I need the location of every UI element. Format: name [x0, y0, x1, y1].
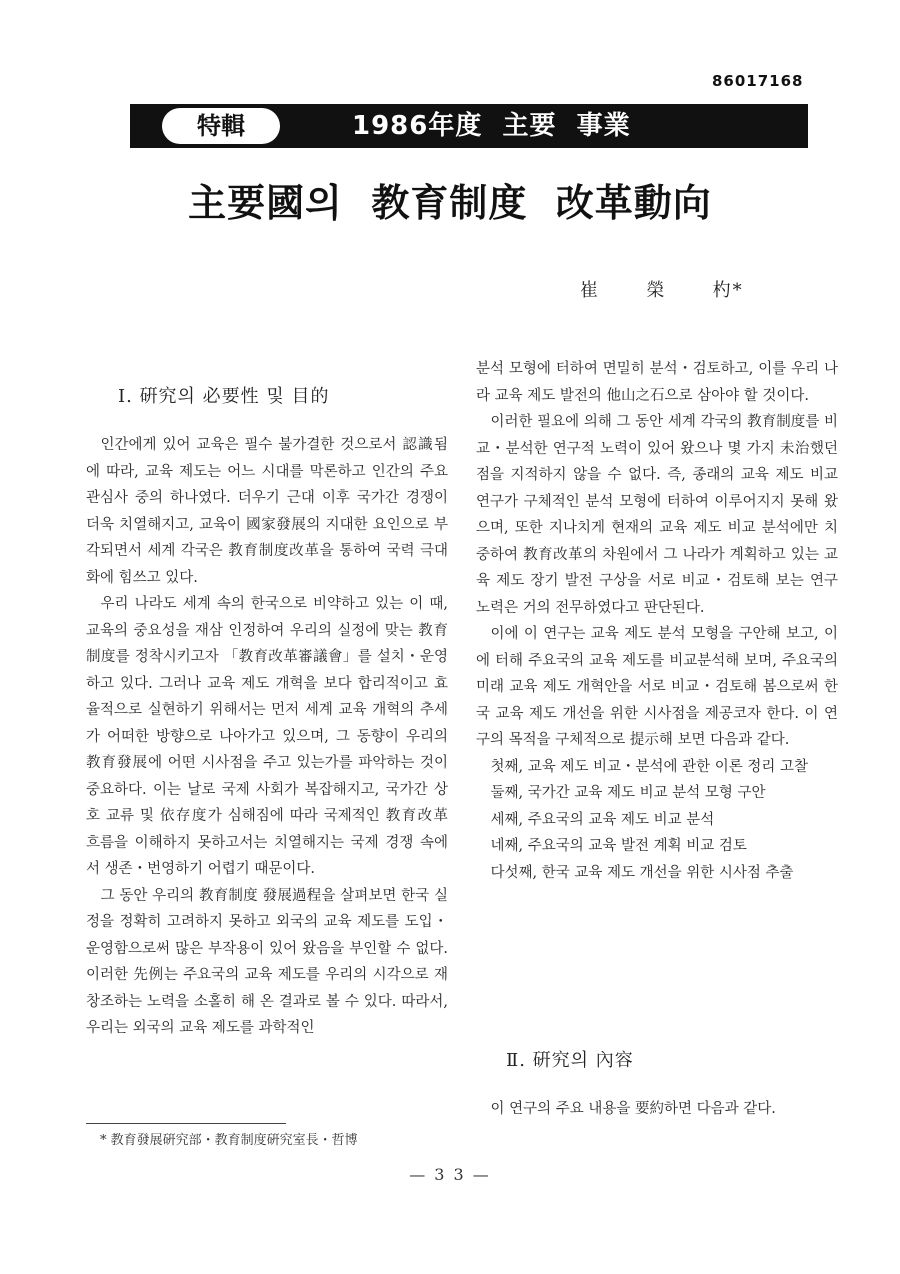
footnote: * 教育發展硏究部・教育制度硏究室長・哲博: [100, 1133, 358, 1148]
banner-text: 1986年度 主要 事業: [352, 111, 631, 141]
section-1-heading: Ⅰ. 硏究의 必要性 및 目的: [118, 386, 330, 407]
list-item: 세째, 주요국의 교육 제도 비교 분석: [490, 811, 715, 828]
paragraph: 우리 나라도 세계 속의 한국으로 비약하고 있는 이 때, 교육의 중요성을 재삼 인정하여 우리의 실정에 맞는 教育制度를 정착시키고자 「教育改革審議會」를 설치・운영하고 있다. 그러나 교육 제도 개혁을 보다 합리적이고 효율적으로 실현하기 위해서는 먼저 세계 교육 개혁의 추세가 어떠한 방향으로 나아가고 있으며, 그 동향이 우리의 教育發展에 어떤 시사점을 주고 있는가를 파악하는 것이 중요하다. 이는 날로 국제 사회가 복잡해지고, 국가간 상호 교류 및 依存度가 심해짐에 따라 국제적인 教育改革 흐름을 이해하지 못하고서는 치열해지는 국제 경쟁 속에서 생존・번영하기 어렵기 때문이다.: [86, 596, 448, 877]
article-author: 崔 榮 杓*: [580, 280, 744, 301]
paragraph: 그 동안 우리의 教育制度 發展過程을 살펴보면 한국 실정을 정확히 고려하지 못하고 외국의 교육 제도를 도입・운영함으로써 많은 부작용이 있어 왔음을 부인할 수 없다. 이러한 先例는 주요국의 교육 제도를 우리의 시각으로 재창조하는 노력을 소홀히 해 온 결과로 볼 수 있다. 따라서, 우리는 외국의 교육 제도를 과학적인: [86, 887, 448, 1036]
section-2-body: [476, 1096, 838, 1123]
article-title: 主要國의 教育制度 改革動向: [188, 180, 712, 225]
left-column: [86, 432, 448, 1042]
section-2-heading: Ⅱ. 硏究의 內容: [506, 1050, 634, 1071]
paragraph: 이러한 필요에 의해 그 동안 세계 각국의 教育制度를 비교・분석한 연구적 노력이 있어 왔으나 몇 가지 未治했던 점을 지적하지 않을 수 없다. 즉, 종래의 교육 제도 비교 연구가 구체적인 분석 모형에 터하여 이루어지지 못해 왔으며, 또한 지나치게 현재의 교육 제도 비교 분석에만 치중하여 教育改革의 차원에서 그 나라가 계획하고 있는 교육 제도 장기 발전 구상을 서로 비교・검토해 보는 연구 노력은 거의 전무하였다고 판단된다.: [476, 414, 838, 616]
document-id: 86017168: [712, 72, 804, 90]
page-number: — 3 3 —: [409, 1165, 491, 1184]
list-item: 둘째, 국가간 교육 제도 비교 분석 모형 구안: [490, 785, 766, 801]
list-item: 첫째, 교육 제도 비교・분석에 관한 이론 정리 고찰: [490, 758, 809, 775]
list-item: 네째, 주요국의 교육 발전 계획 비교 검토: [490, 838, 747, 854]
special-issue-badge: 特輯: [162, 108, 280, 144]
paragraph: 분석 모형에 터하여 면밀히 분석・검토하고, 이를 우리 나라 교육 제도 발전의 他山之石으로 삼아야 할 것이다.: [476, 361, 838, 404]
right-column: [476, 356, 838, 886]
footnote-divider: [86, 1123, 286, 1124]
paragraph: 이 연구의 주요 내용을 要約하면 다음과 같다.: [490, 1101, 776, 1117]
paragraph: 인간에게 있어 교육은 필수 불가결한 것으로서 認識됨에 따라, 교육 제도는 어느 시대를 막론하고 인간의 주요 관심사 중의 하나였다. 더우기 근대 이후 국가간 경쟁이 더욱 치열해지고, 교육이 國家發展의 지대한 요인으로 부각되면서 세계 각국은 教育制度改革을 통하여 국력 극대화에 힘쓰고 있다.: [86, 437, 448, 586]
list-item: 다섯째, 한국 교육 제도 개선을 위한 시사점 추출: [490, 864, 794, 881]
special-issue-banner: [130, 104, 808, 148]
paragraph: 이에 이 연구는 교육 제도 분석 모형을 구안해 보고, 이에 터해 주요국의 교육 제도를 비교분석해 보며, 주요국의 미래 교육 제도 개혁안을 서로 비교・검토해 봄으로써 한국 교육 제도 개선을 위한 시사점을 제공코자 한다. 이 연구의 목적을 구체적으로 提示해 보면 다음과 같다.: [476, 626, 838, 748]
